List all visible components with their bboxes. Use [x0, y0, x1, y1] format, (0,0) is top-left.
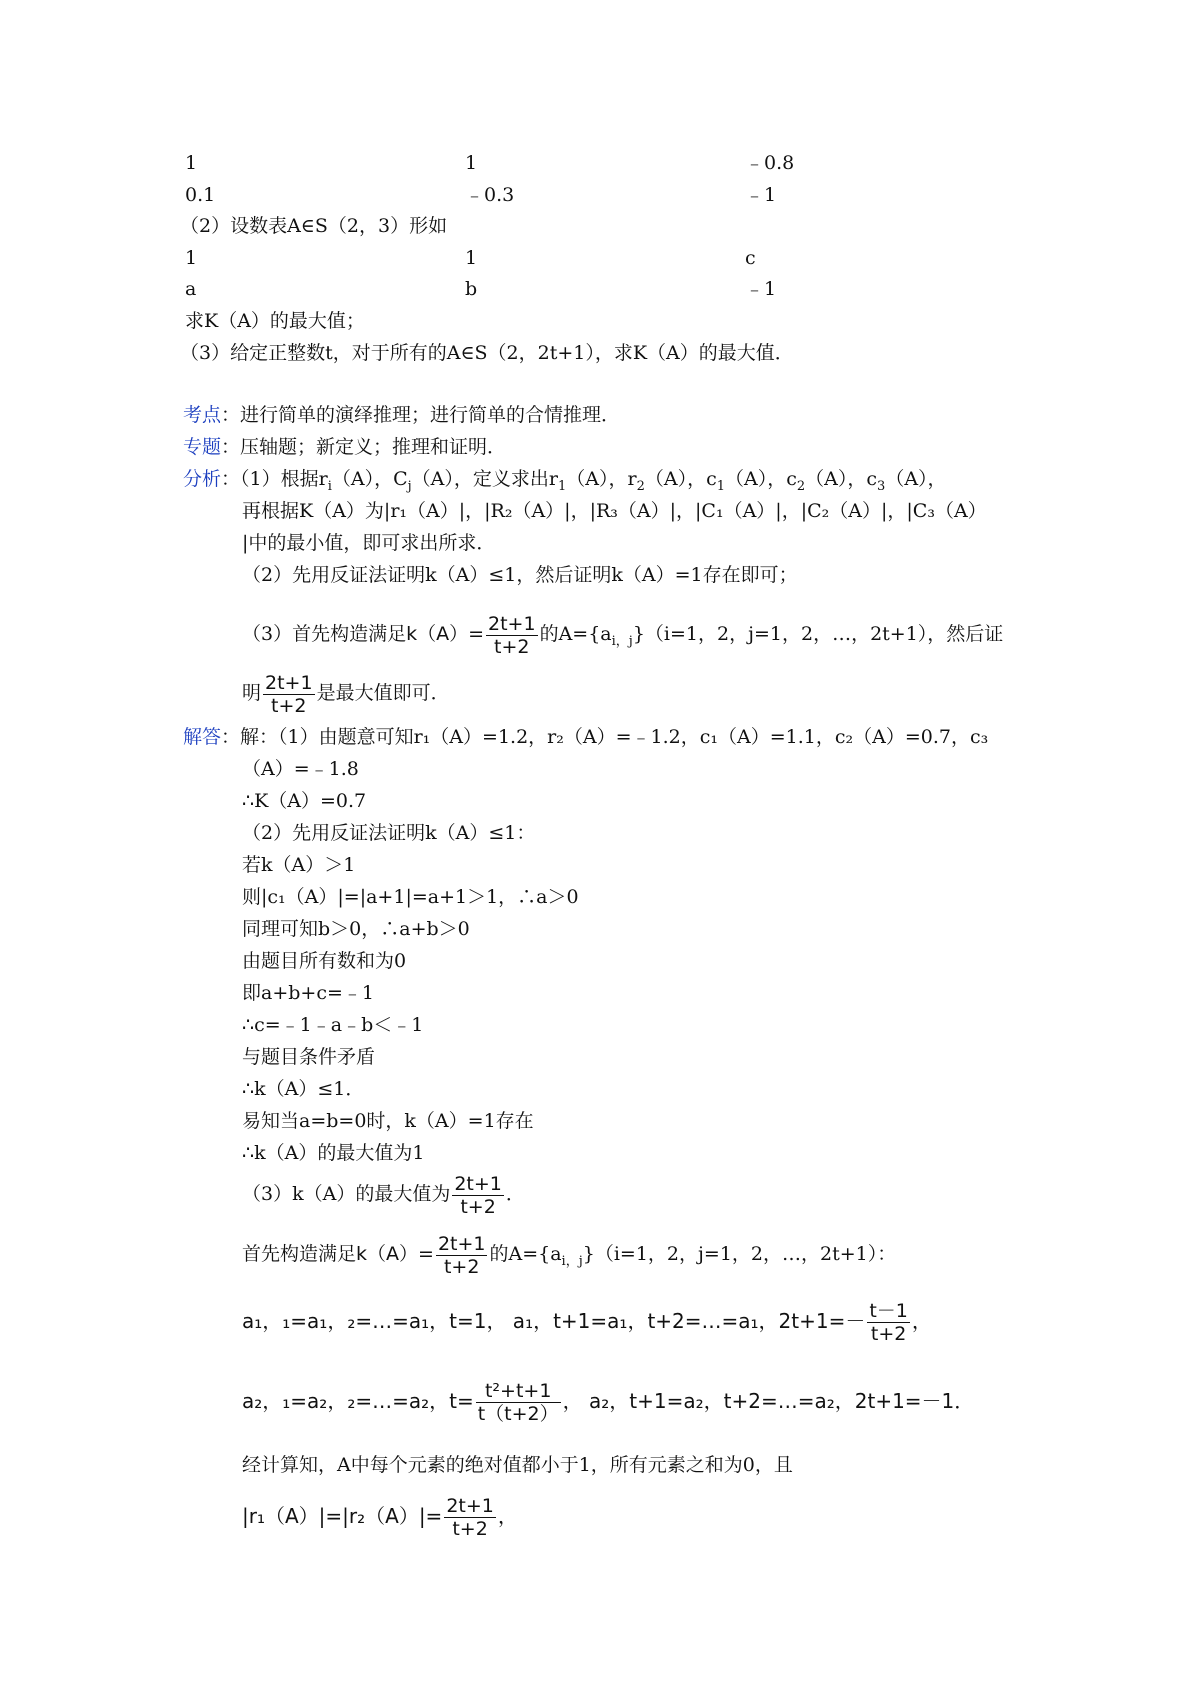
jieda-line-3: ∴K（A）=0.7: [242, 790, 367, 812]
fraction: $\frac{2t+1}{t+2}$: [265, 671, 313, 717]
fenxi-line-6: 明 $\frac{2t+1}{t+2}$ 是最大值即可．: [242, 671, 450, 717]
kaodian-label: 考点: [183, 404, 222, 426]
table2-r2c3: ﹣1: [745, 278, 777, 300]
jieda-line-19: 经计算知，A中每个元素的绝对值都小于1，所有元素之和为0，且: [242, 1454, 793, 1476]
q2-ask: 求K（A）的最大值；: [185, 310, 365, 332]
jieda-line-6: 则|c₁（A）|=|a+1|=a+1＞1，∴a＞0: [242, 886, 579, 908]
table2-r2c2: b: [465, 278, 478, 300]
fenxi-label: 分析: [183, 468, 222, 490]
zhuanti-label: 专题: [183, 436, 222, 458]
fraction: $\frac{2t+1}{t+2}$: [454, 1172, 502, 1218]
fenxi-line-2: 再根据K（A）为|r₁（A）|，|R₂（A）|，|R₃（A）|，|C₁（A）|，|C₂（A）|，|C₃（A）: [242, 500, 987, 522]
q2-intro: （2）设数表A∈S（2，3）形如: [180, 215, 448, 237]
fraction: $\frac{2t+1}{t+2}$: [446, 1495, 494, 1540]
table2-r1c2: 1: [465, 247, 478, 269]
jieda-line-7: 同理可知b＞0，∴a+b＞0: [242, 918, 470, 940]
kaodian-line: [183, 402, 620, 428]
jieda-line-9: 即a+b+c=﹣1: [242, 982, 374, 1004]
jieda-line-10: ∴c=﹣1﹣a﹣b＜﹣1: [242, 1014, 424, 1036]
jieda-line-5: 若k（A）＞1: [242, 854, 356, 876]
jieda-line-14: ∴k（A）的最大值为1: [242, 1142, 425, 1164]
equation-row-1: a₁，₁=a₁，₂=…=a₁，t=1， a₁，t+1=a₁，t+2=…=a₁，2t+1=－ $\frac{t-1}{t+2}$ ，: [242, 1300, 932, 1345]
table2-r2c1: a: [185, 278, 197, 300]
table1-r1c2: 1: [465, 152, 478, 174]
table1-r1c1: 1: [185, 152, 198, 174]
table2-r1c3: c: [745, 247, 756, 269]
zhuanti-line: [183, 434, 506, 460]
jieda-line-13: 易知当a=b=0时，k（A）=1存在: [242, 1110, 534, 1132]
fraction: $\frac{2t+1}{t+2}$: [488, 612, 536, 658]
fenxi-line-3: |中的最小值，即可求出所求．: [242, 532, 496, 554]
jieda-line-11: 与题目条件矛盾: [242, 1046, 376, 1068]
fraction: $\frac{2t+1}{t+2}$: [437, 1232, 486, 1278]
jieda-line-16: 首先构造满足k（A）= $\frac{2t+1}{t+2}$ 的$A=\{a_{i,j}\}(i=1$，2，j=1，2，…，2t+1）：: [242, 1232, 897, 1278]
jieda-line-8: 由题目所有数和为0: [242, 950, 407, 972]
equation-row-2: a₂，₁=a₂，₂=…=a₂，t= $\frac{\text{t²+t+1}}{t(t+2)}$ ， a₂，t+1=a₂，t+2=…=a₂，2t+1=－1．: [242, 1380, 975, 1425]
jieda-line-2: （A）=﹣1.8: [242, 758, 359, 780]
table2-r1c1: 1: [185, 247, 198, 269]
fraction: $\frac{t-1}{t+2}$: [869, 1300, 908, 1345]
fenxi-line-4: （2）先用反证法证明k（A）≤1，然后证明k（A）=1存在即可；: [242, 564, 798, 586]
fenxi-line-1: 分析：（1）根据$r_i(A)$，$C_j(A)$，定义求出$r_1(A)$，$r_2(A)$，$c_1(A)$，$c_2(A)$，$c_3(A)$，: [183, 468, 947, 494]
jieda-label: 解答: [183, 726, 222, 748]
table1-r2c3: ﹣1: [745, 184, 777, 206]
jieda-line-12: ∴k（A）≤1．: [242, 1078, 365, 1100]
jieda-line-15: （3）k（A）的最大值为 $\frac{2t+1}{t+2}$ ．: [242, 1172, 525, 1218]
fraction: $\frac{\text{t²+t+1}}{t(t+2)}$: [477, 1380, 559, 1425]
q3-text: （3）给定正整数t，对于所有的A∈S（2，2t+1），求K（A）的最大值．: [180, 342, 794, 364]
jieda-line-1: 解答：解：（1）由题意可知r₁（A）=1.2，r₂（A）=﹣1.2，c₁（A）=1.1，c₂（A）=0.7，c₃: [183, 726, 989, 748]
table1-r1c3: ﹣0.8: [745, 152, 795, 174]
equation-row-3: |r₁（A）|=|r₂（A）|= $\frac{2t+1}{t+2}$ ，: [242, 1495, 518, 1540]
table1-r2c2: ﹣0.3: [465, 184, 515, 206]
jieda-line-4: （2）先用反证法证明k（A）≤1：: [242, 822, 536, 844]
zhuanti-text: ：压轴题；新定义；推理和证明．: [221, 436, 507, 458]
table1-r2c1: 0.1: [185, 184, 216, 206]
fenxi-line-5: （3）首先构造满足k（A）= $\frac{2t+1}{t+2}$ 的$A=\{a_{i,j}\}(i=1$，2，j=1，2，…，2t+1），然后证: [242, 612, 1004, 658]
kaodian-text: ：进行简单的演绎推理；进行简单的合情推理．: [221, 404, 621, 426]
